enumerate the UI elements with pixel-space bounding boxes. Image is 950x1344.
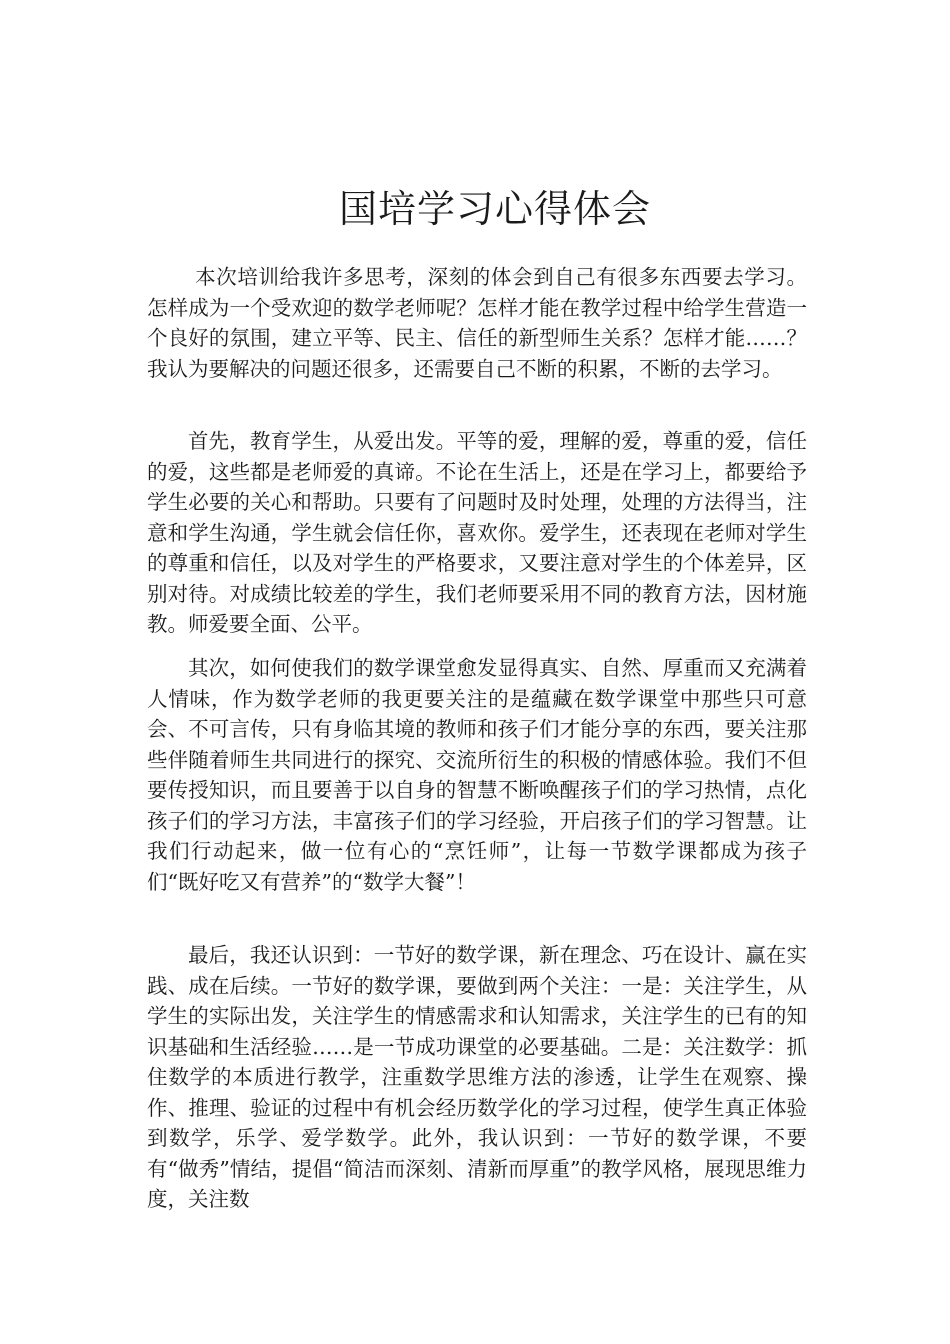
document-title: 国培学习心得体会 — [338, 187, 651, 231]
paragraph-first: 首先，教育学生，从爱出发。平等的爱，理解的爱，尊重的爱，信任的爱，这些都是老师爱的真谛。不论在生活上，还是在学习上，都要给予学生必要的关心和帮助。只要有了问题时及时处理，处理的方法得当，注意和学生沟通，学生就会信任你，喜欢你。爱学生，还表现在老师对学生的尊重和信任，以及对学生的严格要求，又要注意对学生的个体差异，区别对待。对成绩比较差的学生，我们老师要采用不同的教育方法，因材施教。师爱要全面、公平。 — [147, 429, 807, 636]
paragraph-second: 其次，如何使我们的数学课堂愈发显得真实、自然、厚重而又充满着人情味，作为数学老师的我更要关注的是蕴藏在数学课堂中那些只可意会、不可言传，只有身临其境的教师和孩子们才能分享的东西，要关注那些伴随着师生共同进行的探究、交流所衍生的积极的情感体验。我们不但要传授知识，而且要善于以自身的智慧不断唤醒孩子们的学习热情，点化孩子们的学习方法，丰富孩子们的学习经验，开启孩子们的学习智慧。让我们行动起来，做一位有心的“烹饪师”，让每一节数学课都成为孩子们“既好吃又有营养”的“数学大餐”！ — [147, 656, 807, 894]
paragraph-intro: 本次培训给我许多思考，深刻的体会到自己有很多东西要去学习。怎样成为一个受欢迎的数学老师呢？怎样才能在教学过程中给学生营造一个良好的氛围，建立平等、民主、信任的新型师生关系？怎样才能……？我认为要解决的问题还很多，还需要自己不断的积累，不断的去学习。 — [147, 265, 807, 381]
paragraph-last: 最后，我还认识到：一节好的数学课，新在理念、巧在设计、赢在实践、成在后续。一节好的数学课，要做到两个关注：一是：关注学生，从学生的实际出发，关注学生的情感需求和认知需求，关注学生的已有的知识基础和生活经验……是一节成功课堂的必要基础。二是：关注数学：抓住数学的本质进行教学，注重数学思维方法的渗透，让学生在观察、操作、推理、验证的过程中有机会经历数学化的学习过程，使学生真正体验到数学，乐学、爱学数学。此外，我认识到：一节好的数学课，不要有“做秀”情结，提倡“简洁而深刻、清新而厚重”的教学风格，展现思维力度，关注数 — [147, 943, 807, 1211]
